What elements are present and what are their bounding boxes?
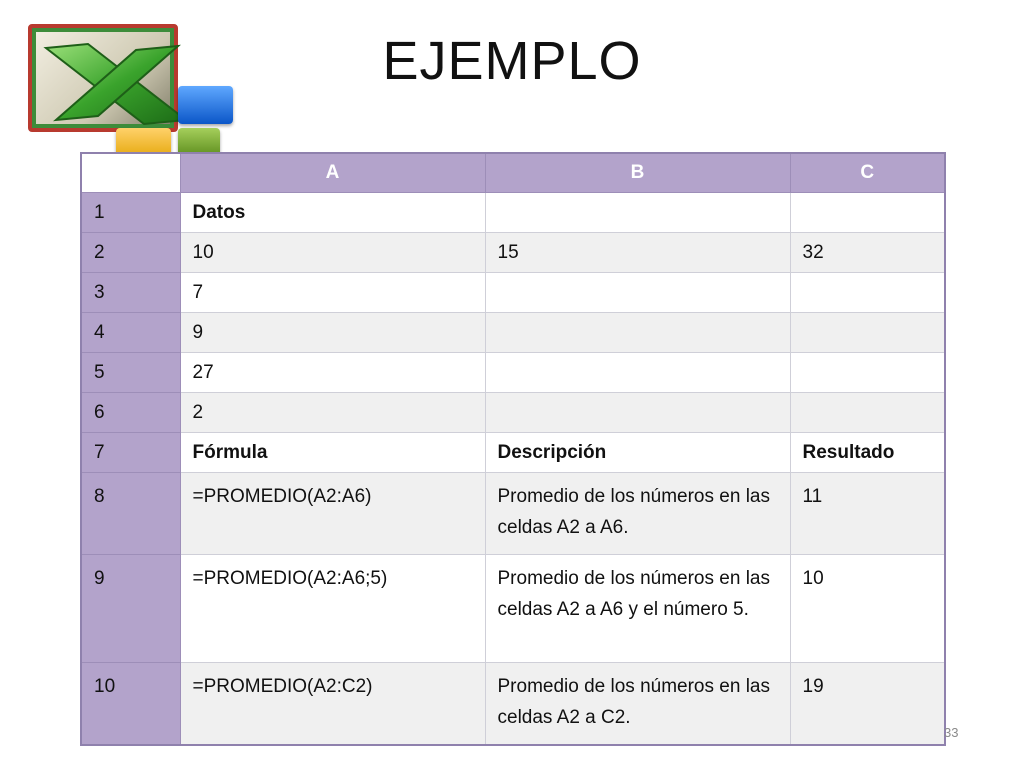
table-row <box>81 393 945 433</box>
cell-b9: Promedio de los números en las celdas A2 a A6 y el número 5. <box>485 555 790 663</box>
cell-a8: =PROMEDIO(A2:A6) <box>180 473 485 555</box>
row-number: 2 <box>81 233 180 273</box>
table-row <box>81 273 945 313</box>
table-row <box>81 233 945 273</box>
row-number: 1 <box>81 193 180 233</box>
row-number: 5 <box>81 353 180 393</box>
cell-b8: Promedio de los números en las celdas A2 a A6. <box>485 473 790 555</box>
cell-c2: 32 <box>790 233 945 273</box>
cell-c5 <box>790 353 945 393</box>
spreadsheet-table <box>80 152 946 746</box>
cell-c6 <box>790 393 945 433</box>
slide-title: EJEMPLO <box>382 31 642 91</box>
cell-b4 <box>485 313 790 353</box>
column-header-row <box>81 153 945 193</box>
cell-a3: 7 <box>180 273 485 313</box>
row-number: 3 <box>81 273 180 313</box>
column-header-c: C <box>790 153 945 193</box>
cell-b5 <box>485 353 790 393</box>
cell-a4: 9 <box>180 313 485 353</box>
table-row <box>81 433 945 473</box>
cell-a2: 10 <box>180 233 485 273</box>
row-number: 10 <box>81 663 180 745</box>
row-number: 7 <box>81 433 180 473</box>
cell-c10: 19 <box>790 663 945 745</box>
cell-c4 <box>790 313 945 353</box>
cell-b1 <box>485 193 790 233</box>
cell-a1: Datos <box>180 193 485 233</box>
row-number: 6 <box>81 393 180 433</box>
cell-b10: Promedio de los números en las celdas A2 a C2. <box>485 663 790 745</box>
table-row <box>81 663 945 745</box>
column-header-b: B <box>485 153 790 193</box>
cell-a10: =PROMEDIO(A2:C2) <box>180 663 485 745</box>
row-number: 8 <box>81 473 180 555</box>
cell-c3 <box>790 273 945 313</box>
cell-c9: 10 <box>790 555 945 663</box>
row-number: 4 <box>81 313 180 353</box>
cell-a9: =PROMEDIO(A2:A6;5) <box>180 555 485 663</box>
table-row <box>81 473 945 555</box>
page-number: 33 <box>944 725 959 740</box>
cell-b6 <box>485 393 790 433</box>
table-row <box>81 353 945 393</box>
cell-a7: Fórmula <box>180 433 485 473</box>
cell-b2: 15 <box>485 233 790 273</box>
cell-b7: Descripción <box>485 433 790 473</box>
cell-c7: Resultado <box>790 433 945 473</box>
table-row <box>81 313 945 353</box>
cell-a6: 2 <box>180 393 485 433</box>
table-row <box>81 555 945 663</box>
cell-b3 <box>485 273 790 313</box>
cell-c1 <box>790 193 945 233</box>
cell-a5: 27 <box>180 353 485 393</box>
table-row <box>81 193 945 233</box>
row-number: 9 <box>81 555 180 663</box>
column-header-a: A <box>180 153 485 193</box>
corner-cell <box>81 153 180 193</box>
cell-c8: 11 <box>790 473 945 555</box>
